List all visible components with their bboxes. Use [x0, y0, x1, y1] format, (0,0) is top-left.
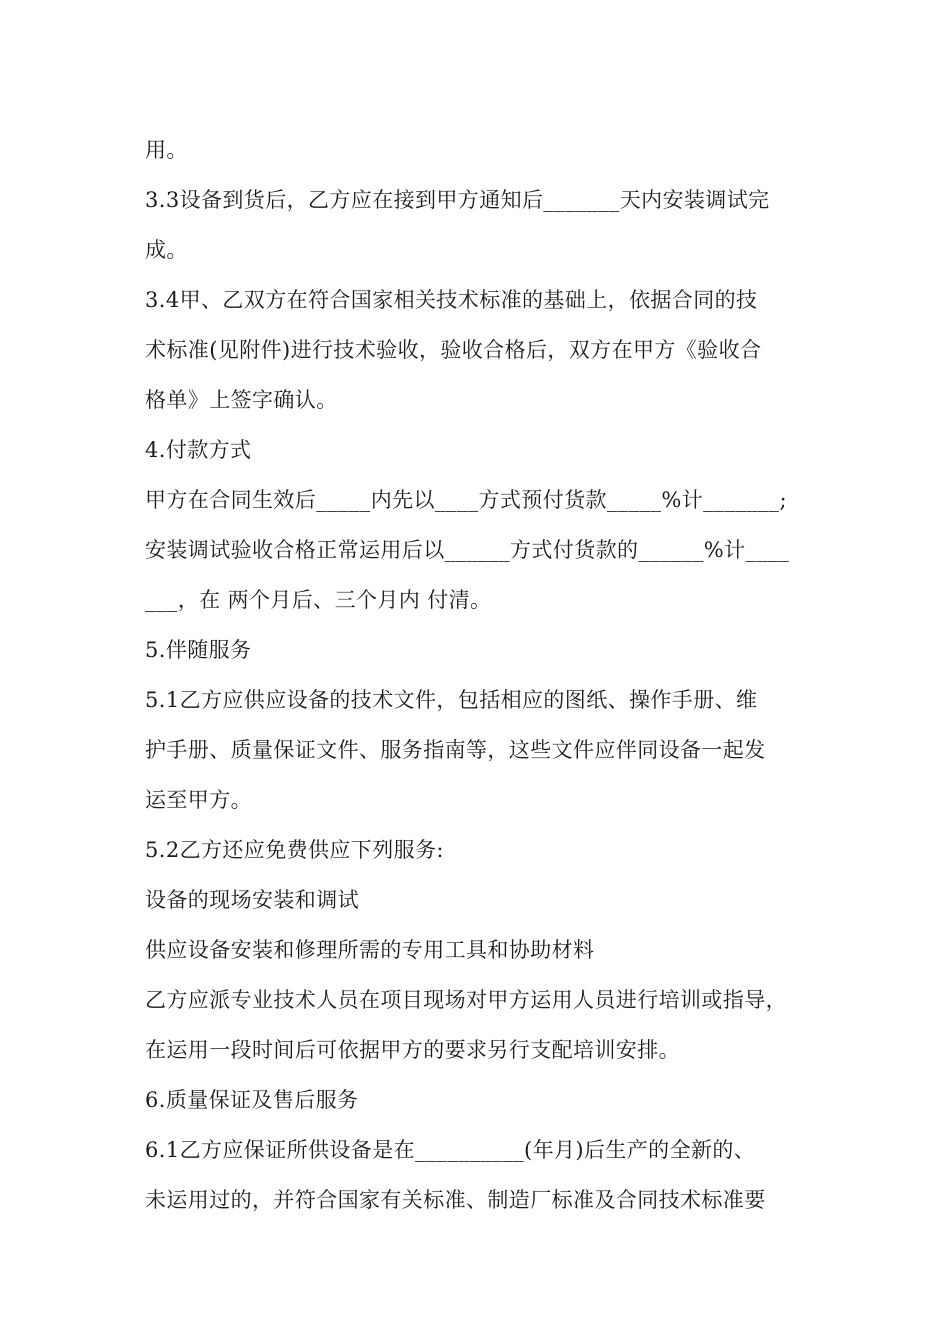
- text-line-16: 设备的现场安装和调试: [145, 888, 359, 912]
- text-line-18: 乙方应派专业技术人员在项目现场对甲方运用人员进行培训或指导，: [145, 988, 787, 1012]
- text-line-19: 在运用一段时间后可依据甲方的要求另行支配培训安排。: [145, 1038, 680, 1062]
- text-line-9: 安装调试验收合格正常运用后以______方式付货款的______%计____: [145, 538, 790, 562]
- text-line-13: 护手册、质量保证文件、服务指南等，这些文件应伴同设备一起发: [145, 738, 766, 762]
- text-line-6: 格单》上签字确认。: [145, 388, 338, 412]
- text-line-3: 成。: [145, 238, 188, 262]
- text-line-12: 5.1乙方应供应设备的技术文件，包括相应的图纸、操作手册、维: [145, 688, 758, 712]
- text-line-10: ___，在 两个月后、三个月内 付清。: [145, 588, 492, 612]
- text-line-21: 6.1乙方应保证所供设备是在__________(年月)后生产的全新的、: [145, 1138, 756, 1162]
- text-line-22: 未运用过的，并符合国家有关标准、制造厂标准及合同技术标准要: [145, 1188, 766, 1212]
- text-line-15: 5.2乙方还应免费供应下列服务:: [145, 838, 444, 862]
- text-line-17: 供应设备安装和修理所需的专用工具和协助材料: [145, 938, 595, 962]
- section-heading-service: 5.伴随服务: [145, 638, 252, 662]
- text-line-2: 3.3设备到货后，乙方应在接到甲方通知后_______天内安装调试完: [145, 188, 770, 212]
- section-heading-warranty: 6.质量保证及售后服务: [145, 1088, 359, 1112]
- text-line-14: 运至甲方。: [145, 788, 252, 812]
- text-line-1: 用。: [145, 138, 188, 162]
- text-line-5: 术标准(见附件)进行技术验收，验收合格后，双方在甲方《验收合: [145, 338, 762, 362]
- text-line-8: 甲方在合同生效后_____内先以____方式预付货款_____%计_______;: [145, 488, 787, 512]
- section-heading-payment: 4.付款方式: [145, 438, 252, 462]
- text-line-4: 3.4甲、乙双方在符合国家相关技术标准的基础上，依据合同的技: [145, 288, 758, 312]
